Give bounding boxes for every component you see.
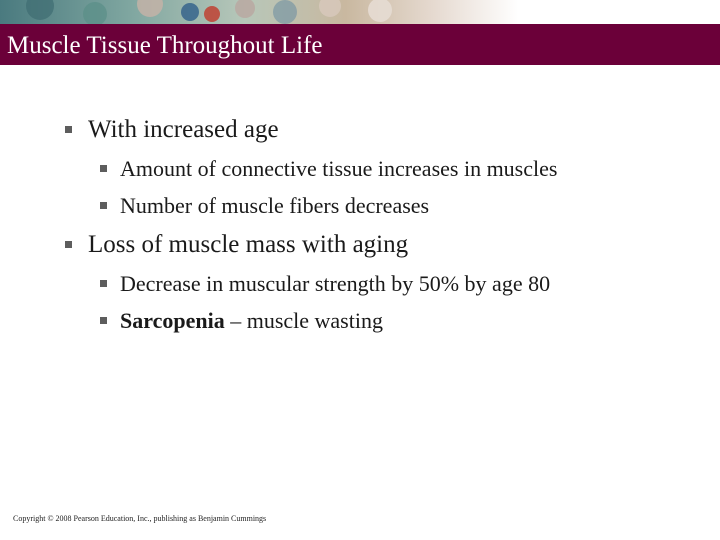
square-bullet-icon <box>65 241 72 248</box>
sub-bullet-connective-tissue <box>120 157 557 181</box>
square-bullet-icon <box>100 165 107 172</box>
sub-bullet-sarcopenia <box>120 309 383 333</box>
bullet-text: With increased age <box>88 116 279 143</box>
bullet-with-increased-age <box>88 116 279 144</box>
header-decorative-image <box>0 0 720 24</box>
sub-bullet-text: Decrease in muscular strength by 50% by age 80 <box>120 271 551 296</box>
sub-bullet-muscular-strength <box>120 272 550 296</box>
square-bullet-icon <box>100 202 107 209</box>
sub-bullet-text: Amount of connective tissue increases in muscles <box>120 156 558 181</box>
square-bullet-icon <box>65 126 72 133</box>
copyright-footer: Copyright © 2008 Pearson Education, Inc., publishing as Benjamin Cummings <box>13 514 267 523</box>
bullet-loss-of-muscle-mass <box>88 231 408 259</box>
slide-title: Muscle Tissue Throughout Life <box>7 32 323 59</box>
sub-bullet-muscle-fibers <box>120 194 429 218</box>
square-bullet-icon <box>100 280 107 287</box>
bullet-text: Loss of muscle mass with aging <box>88 231 409 258</box>
sub-bullet-text: Number of muscle fibers decreases <box>120 193 430 218</box>
sarcopenia-term: Sarcopenia <box>120 308 225 333</box>
square-bullet-icon <box>100 317 107 324</box>
sub-bullet-text: – muscle wasting <box>224 308 383 333</box>
